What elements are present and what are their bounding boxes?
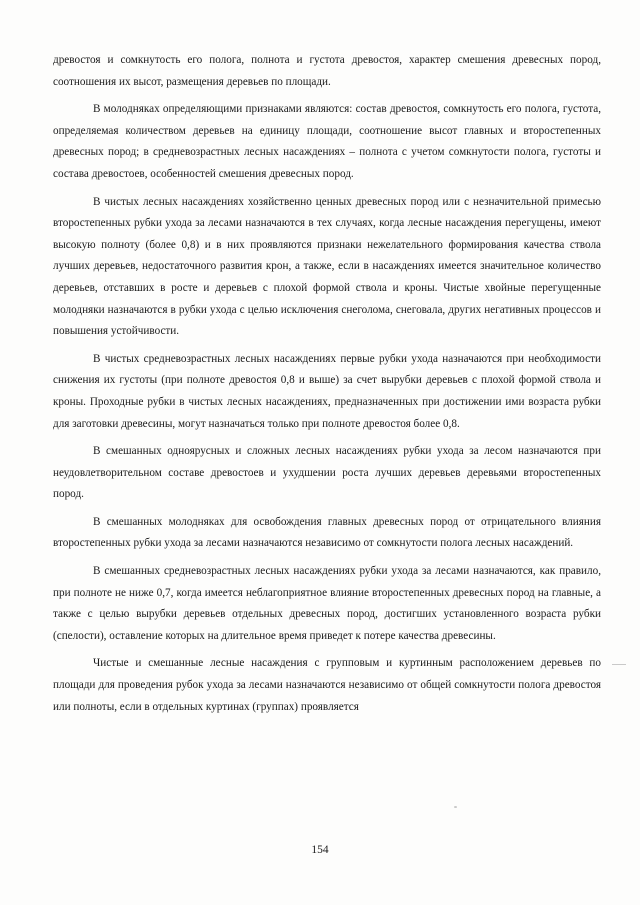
body-text [53,50,601,724]
paragraph: В смешанных средневозрастных лесных насаждениях рубки ухода за лесами назначаются, как правило, при полноте не ниже 0,7, когда имеется неблагоприятное влияние второстепенных древесных пород на главные, а также с целью вырубки деревьев отдельных древесных пород, достигших установленного возраста рубки (спелости), оставление которых на длительное время приведет к потере качества древесины. [53,565,601,642]
scan-artifact [454,806,457,808]
paragraph: В смешанных молодняках для освобождения главных древесных пород от отрицательного влияния второстепенных рубки ухода за лесами назначаются независимо от сомкнутости полога лесных насаждений. [53,515,601,550]
paragraph: древостоя и сомкнутость его полога, полнота и густота древостоя, характер смешения древесных пород, соотношения их высот, размещения деревьев по площади. [53,54,601,88]
paragraph: В смешанных одноярусных и сложных лесных насаждениях рубки ухода за лесом назначаются при неудовлетворительном составе древостоев и ухудшении роста лучших деревьев деревьями второстепенных пород. [53,445,601,501]
paragraph: В чистых лесных насаждениях хозяйственно ценных древесных пород или с незначительной примесью второстепенных рубки ухода за лесами назначаются в тех случаях, когда лесные насаждения перегущены, имеют высокую полноту (более 0,8) и в них проявляются признаки нежелательного формирования качества ствола лучших деревьев, недостаточного развития крон, а также, если в насаждениях имеется значительное количество деревьев, отставших в росте и деревьев с плохой формой ствола и кроны. Чистые хвойные перегущенные молодняки назначаются в рубки ухода с целью исключения снеголома, снеговала, других негативных процессов и повышения устойчивости. [53,195,601,338]
paragraph: В чистых средневозрастных лесных насаждениях первые рубки ухода назначаются при необходимости снижения их густоты (при полноте древостоя 0,8 и выше) за счет вырубки деревьев с плохой формой ствола и кроны. Проходные рубки в чистых лесных насаждениях, предназначенных при достижении ими возраста рубки для заготовки древесины, могут назначаться только при полноте древостоя более 0,8. [53,352,601,430]
paragraph: Чистые и смешанные лесные насаждения с групповым и куртинным расположением деревьев по площади для проведения рубок ухода за лесами назначаются независимо от общей сомкнутости полога древостоя или полноты, если в отдельных куртинах (группах) проявляется [53,657,601,713]
scan-artifact [612,664,626,665]
page-number: 154 [311,844,329,856]
paragraph: В молодняках определяющими признаками являются: состав древостоя, сомкнутость его полога, густота, определяемая количеством деревьев на единицу площади, соотношение высот главных и второстепенных древесных пород; в средневозрастных лесных насаждениях – полнота с учетом сомкнутости полога, густоты и состава древостоев, особенностей смешения древесных пород. [53,103,601,180]
